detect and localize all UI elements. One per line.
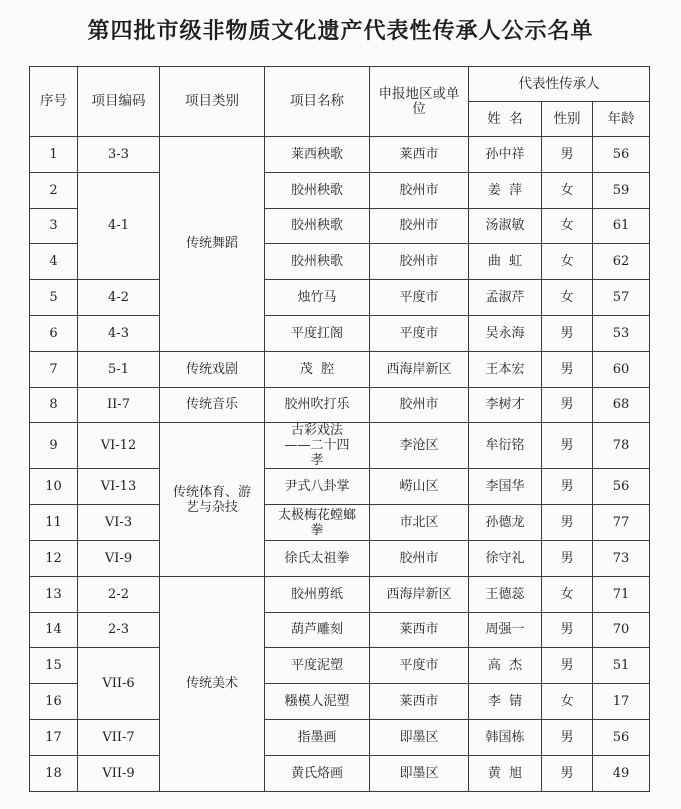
cell-gender: 男: [542, 351, 593, 387]
cell-code: VI-12: [78, 423, 160, 469]
table-row: [30, 351, 650, 387]
cell-seq: 2: [30, 172, 78, 208]
cell-gender: 女: [542, 576, 593, 612]
table-row: [30, 387, 650, 423]
cell-gender: 女: [542, 684, 593, 720]
cell-person: 姜 萍: [469, 172, 542, 208]
table-row: [30, 612, 650, 648]
cell-person: 汤淑敏: [469, 208, 542, 244]
table-row: [30, 719, 650, 755]
cell-project-name: 黄氏烙画: [265, 755, 370, 791]
cell-region: 市北区: [370, 505, 469, 541]
table-row: [30, 280, 650, 316]
cell-seq: 16: [30, 684, 78, 720]
cell-region: 平度市: [370, 648, 469, 684]
cell-region: 胶州市: [370, 244, 469, 280]
cell-code: VI-13: [78, 469, 160, 505]
cell-project-name: 平度泥塑: [265, 648, 370, 684]
cell-region: 平度市: [370, 315, 469, 351]
cell-gender: 男: [542, 423, 593, 469]
table-row: [30, 469, 650, 505]
cell-gender: 女: [542, 172, 593, 208]
cell-project-name: 胶州剪纸: [265, 576, 370, 612]
cell-code: 2-3: [78, 612, 160, 648]
cell-category: 传统音乐: [160, 387, 265, 423]
cell-region: 即墨区: [370, 755, 469, 791]
cell-age: 70: [593, 612, 650, 648]
cell-code: 4-3: [78, 315, 160, 351]
cell-region: 平度市: [370, 280, 469, 316]
cell-age: 53: [593, 315, 650, 351]
cell-person: 曲 虹: [469, 244, 542, 280]
header-person-name: 姓 名: [469, 102, 542, 137]
header-region: 申报地区或单位: [370, 67, 469, 137]
cell-seq: 7: [30, 351, 78, 387]
cell-code: 4-2: [78, 280, 160, 316]
cell-seq: 9: [30, 423, 78, 469]
cell-person: 李 锖: [469, 684, 542, 720]
header-category: 项目类别: [160, 67, 265, 137]
cell-person: 韩国栋: [469, 719, 542, 755]
cell-gender: 男: [542, 137, 593, 173]
cell-region: 莱西市: [370, 684, 469, 720]
cell-code: 2-2: [78, 576, 160, 612]
table-row: [30, 648, 650, 684]
cell-code: VII-7: [78, 719, 160, 755]
cell-category: 传统美术: [160, 576, 265, 791]
cell-gender: 男: [542, 719, 593, 755]
table-row: [30, 755, 650, 791]
cell-project-name: 糨模人泥塑: [265, 684, 370, 720]
cell-gender: 男: [542, 505, 593, 541]
header-representative: 代表性传承人: [469, 67, 650, 102]
cell-gender: 男: [542, 612, 593, 648]
cell-project-name: 莱西秧歌: [265, 137, 370, 173]
cell-project-name: 胶州秧歌: [265, 244, 370, 280]
cell-age: 77: [593, 505, 650, 541]
cell-age: 61: [593, 208, 650, 244]
cell-region: 莱西市: [370, 612, 469, 648]
cell-person: 孙中祥: [469, 137, 542, 173]
cell-age: 57: [593, 280, 650, 316]
cell-project-name: 指墨画: [265, 719, 370, 755]
cell-age: 51: [593, 648, 650, 684]
cell-category: 传统体育、游艺与杂技: [160, 423, 265, 576]
cell-person: 周强一: [469, 612, 542, 648]
cell-person: 王德蕊: [469, 576, 542, 612]
table-row: [30, 423, 650, 469]
cell-person: 李国华: [469, 469, 542, 505]
cell-project-name: 茂 腔: [265, 351, 370, 387]
cell-region: 胶州市: [370, 540, 469, 576]
cell-region: 胶州市: [370, 172, 469, 208]
cell-gender: 男: [542, 755, 593, 791]
cell-gender: 男: [542, 540, 593, 576]
cell-region: 西海岸新区: [370, 576, 469, 612]
cell-project-name: 胶州秧歌: [265, 208, 370, 244]
cell-person: 吴永海: [469, 315, 542, 351]
cell-code: VI-3: [78, 505, 160, 541]
cell-seq: 8: [30, 387, 78, 423]
cell-person: 王本宏: [469, 351, 542, 387]
cell-person: 黄 旭: [469, 755, 542, 791]
cell-seq: 11: [30, 505, 78, 541]
cell-seq: 1: [30, 137, 78, 173]
header-code: 项目编码: [78, 67, 160, 137]
cell-project-name: 平度扛阁: [265, 315, 370, 351]
cell-seq: 14: [30, 612, 78, 648]
cell-code: 4-1: [78, 172, 160, 279]
cell-region: 即墨区: [370, 719, 469, 755]
header-project-name: 项目名称: [265, 67, 370, 137]
table-row: [30, 540, 650, 576]
cell-region: 莱西市: [370, 137, 469, 173]
cell-project-name: 胶州吹打乐: [265, 387, 370, 423]
cell-age: 62: [593, 244, 650, 280]
cell-project-name: 古彩戏法——二十四孝: [265, 423, 370, 469]
cell-project-name: 徐氏太祖拳: [265, 540, 370, 576]
cell-code: 3-3: [78, 137, 160, 173]
cell-gender: 男: [542, 648, 593, 684]
cell-seq: 6: [30, 315, 78, 351]
cell-seq: 17: [30, 719, 78, 755]
header-age: 年龄: [593, 102, 650, 137]
cell-project-name: 尹式八卦掌: [265, 469, 370, 505]
cell-project-name: 葫芦雕刻: [265, 612, 370, 648]
cell-age: 17: [593, 684, 650, 720]
cell-age: 73: [593, 540, 650, 576]
cell-person: 高 杰: [469, 648, 542, 684]
cell-age: 68: [593, 387, 650, 423]
cell-age: 49: [593, 755, 650, 791]
cell-category: 传统舞蹈: [160, 137, 265, 352]
cell-code: VII-9: [78, 755, 160, 791]
cell-person: 徐守礼: [469, 540, 542, 576]
table-row: [30, 576, 650, 612]
cell-region: 崂山区: [370, 469, 469, 505]
cell-code: VI-9: [78, 540, 160, 576]
cell-gender: 男: [542, 469, 593, 505]
cell-seq: 5: [30, 280, 78, 316]
cell-person: 孟淑芹: [469, 280, 542, 316]
cell-region: 西海岸新区: [370, 351, 469, 387]
cell-code: VII-6: [78, 648, 160, 720]
cell-project-name: 胶州秧歌: [265, 172, 370, 208]
table-row: [30, 137, 650, 173]
cell-person: 牟衍铭: [469, 423, 542, 469]
cell-gender: 男: [542, 387, 593, 423]
table-row: [30, 315, 650, 351]
table-row: [30, 505, 650, 541]
cell-gender: 男: [542, 315, 593, 351]
page-title: 第四批市级非物质文化遗产代表性传承人公示名单: [87, 19, 594, 44]
cell-seq: 4: [30, 244, 78, 280]
cell-gender: 女: [542, 280, 593, 316]
cell-region: 胶州市: [370, 387, 469, 423]
cell-person: 孙德龙: [469, 505, 542, 541]
cell-age: 71: [593, 576, 650, 612]
cell-seq: 10: [30, 469, 78, 505]
inheritor-table: [29, 66, 650, 792]
cell-code: 5-1: [78, 351, 160, 387]
cell-seq: 15: [30, 648, 78, 684]
cell-seq: 13: [30, 576, 78, 612]
cell-seq: 18: [30, 755, 78, 791]
header-seq: 序号: [30, 67, 78, 137]
table-row: [30, 172, 650, 208]
cell-gender: 女: [542, 208, 593, 244]
cell-age: 56: [593, 137, 650, 173]
cell-region: 李沧区: [370, 423, 469, 469]
cell-age: 59: [593, 172, 650, 208]
cell-gender: 女: [542, 244, 593, 280]
cell-age: 60: [593, 351, 650, 387]
cell-age: 78: [593, 423, 650, 469]
cell-category: 传统戏剧: [160, 351, 265, 387]
cell-age: 56: [593, 469, 650, 505]
cell-region: 胶州市: [370, 208, 469, 244]
cell-age: 56: [593, 719, 650, 755]
cell-seq: 3: [30, 208, 78, 244]
cell-project-name: 烛竹马: [265, 280, 370, 316]
cell-project-name: 太极梅花螳螂拳: [265, 505, 370, 541]
header-gender: 性别: [542, 102, 593, 137]
cell-code: II-7: [78, 387, 160, 423]
cell-person: 李树才: [469, 387, 542, 423]
cell-seq: 12: [30, 540, 78, 576]
